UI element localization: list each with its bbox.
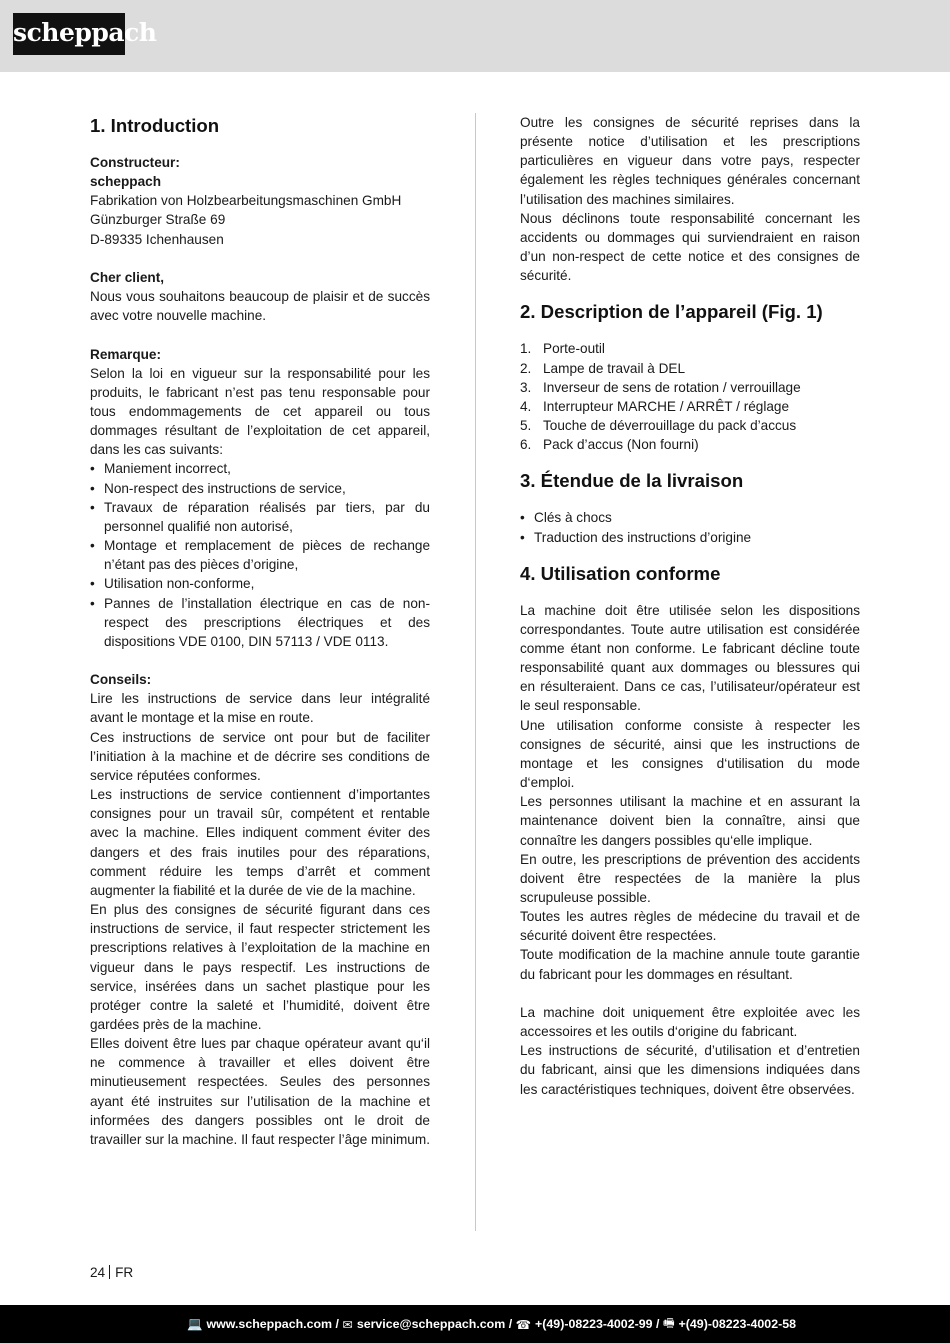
footer-fax: +(49)-08223-4002-58 [678, 1317, 796, 1331]
advice-paragraph: Elles doivent être lues par chaque opérateur avant qu‘il ne commence à travailler et elles doivent être minutieusement respectées. Seules des personnes ayant été instruites sur l’utilisation de la machine et informées des dangers possibles ont le droit de travailler sur la machine. Il faut respecter l’âge minimum. [90, 1036, 430, 1147]
scheppach-logo: scheppach [13, 13, 125, 55]
item-number: 2. [520, 360, 532, 376]
manufacturer-name: scheppach [90, 174, 162, 190]
page-number [90, 1265, 133, 1280]
note-label: Remarque: [90, 346, 162, 362]
item-number: 1. [520, 341, 532, 357]
section-title-usage: 4. Utilisation conforme [520, 562, 721, 584]
section-title-description: 2. Description de l’appareil (Fig. 1) [520, 301, 823, 323]
intro-paragraph: Nous déclinons toute responsabilité concernant les accidents ou dommages qui surviendraient en raison d’un non-respect de cette notice et des consignes de sécurité. [520, 210, 860, 284]
usage-paragraph: Les personnes utilisant la machine et en assurant la maintenance doivent bien la connaître, ainsi que connaître les dangers possibles qu‘elle implique. [520, 794, 860, 848]
page-number-value: 24 [90, 1265, 106, 1280]
item-number: 4. [520, 398, 532, 414]
list-item: • Non-respect des instructions de service, [90, 479, 430, 498]
usage-paragraph: Toute modification de la machine annule toute garantie du fabricant pour les dommages en résultant. [520, 947, 860, 982]
list-item [520, 397, 860, 416]
list-item [520, 416, 860, 435]
left-column [90, 113, 430, 1149]
item-text: Porte-outil [543, 341, 605, 357]
item-text: Lampe de travail à DEL [543, 360, 686, 376]
section-title-delivery: 3. Étendue de la livraison [520, 470, 744, 492]
advice-paragraph: En plus des consignes de sécurité figurant dans ces instructions de service, il faut respecter strictement les prescriptions relatives à l’exploitation de la machine en vigueur dans le pays respectif. Les instructions de service, insérées dans un sachet plastique pour les protéger contre la saleté et l’humidité, doivent être gardées près de la machine. [90, 902, 430, 1032]
right-column [520, 113, 860, 1099]
usage-paragraph: Les instructions de sécurité, d’utilisation et d’entretien du fabricant, ainsi que les dimensions indiquées dans les caractéristiques techniques, doivent être observées. [520, 1043, 860, 1097]
list-item [520, 378, 860, 397]
description-list [520, 339, 860, 454]
computer-icon: 💻 [187, 1316, 203, 1331]
item-number: 5. [520, 418, 532, 434]
manufacturer-line: Günzburger Straße 69 [90, 212, 226, 228]
list-item: • Travaux de réparation réalisés par tiers, par du personnel qualifié non autorisé, [90, 498, 430, 536]
footer-phone: +(49)-08223-4002-99 / [535, 1317, 660, 1331]
list-item: • Montage et remplacement de pièces de rechange n’étant pas des pièces d’origine, [90, 536, 430, 574]
footer-bar [0, 1305, 950, 1343]
item-text: Interrupteur MARCHE / ARRÊT / réglage [543, 398, 790, 414]
page-separator [109, 1265, 110, 1279]
header-bar [0, 0, 950, 72]
item-text: Pack d’accus (Non fourni) [543, 437, 699, 453]
phone-icon: ☎ [515, 1317, 532, 1332]
advice-paragraph: Ces instructions de service ont pour but de faciliter l’initiation à la machine et de décrire ses conditions de service réputées conformes. [90, 729, 430, 783]
mail-icon: ✉ [342, 1317, 353, 1332]
usage-paragraph: Toutes les autres règles de médecine du travail et de sécurité doivent être respectées. [520, 909, 860, 944]
manufacturer-line: D-89335 Ichenhausen [90, 231, 224, 247]
fax-icon: 🖷 [662, 1315, 675, 1330]
page-language: FR [115, 1265, 134, 1280]
note-bullet-list [90, 459, 430, 651]
list-item [520, 359, 860, 378]
list-item [520, 435, 860, 454]
delivery-list [520, 508, 860, 546]
usage-paragraph: La machine doit être utilisée selon les dispositions correspondantes. Toute autre utilisation est considérée comme étant non conforme. Le fabricant décline toute responsabilité quant aux dommages ou blessures qui en résulteraient. Dans ce cas, l’utilisateur/opérateur est le seul responsable. [520, 602, 860, 714]
list-item: • Maniement incorrect, [90, 459, 430, 478]
usage-paragraph: La machine doit uniquement être exploitée avec les accessoires et les outils d‘origine du fabricant. [520, 1004, 860, 1040]
note-text: Selon la loi en vigueur sur la responsabilité pour les produits, le fabricant n’est pas tenu responsable pour tous endommagements de cet appareil ou tous dommages résultant de l’exploitation de cet appareil, dans les cas suivants: [90, 365, 430, 458]
advice-paragraph: Lire les instructions de service dans leur intégralité avant le montage et la mise en route. [90, 691, 430, 726]
list-item [520, 339, 860, 358]
item-text: Touche de déverrouillage du pack d’accus [543, 418, 797, 434]
list-item: • Traduction des instructions d’origine [520, 528, 860, 547]
item-text: Inverseur de sens de rotation / verrouillage [543, 379, 801, 395]
advice-label: Conseils: [90, 672, 152, 688]
section-title-introduction: 1. Introduction [90, 115, 220, 136]
item-number: 3. [520, 379, 532, 395]
manufacturer-label: Constructeur: [90, 155, 180, 170]
usage-paragraph: Une utilisation conforme consiste à respecter les consignes de sécurité, ainsi que les instructions de montage et les consignes d‘utilisation du mode d‘emploi. [520, 717, 860, 791]
list-item: • Pannes de l’installation électrique en cas de non-respect des prescriptions électriques et des dispositions VDE 0100, DIN 57113 / VDE 0113. [90, 594, 430, 651]
column-divider [475, 113, 476, 1231]
footer-website[interactable]: www.scheppach.com / [206, 1317, 339, 1331]
advice-paragraph: Les instructions de service contiennent d’importantes consignes pour un travail sûr, compétent et rentable avec la machine. Elles indiquent comment éviter des dangers et des frais inutiles pour des réparations, comment réduire les temps d’arrêt et comment augmenter la fiabilité et la durée de vie de la machine. [90, 787, 430, 898]
list-item: • Clés à chocs [520, 508, 860, 527]
list-item: • Utilisation non-conforme, [90, 574, 430, 593]
usage-paragraph: En outre, les prescriptions de prévention des accidents doivent être respectées de la manière la plus scrupuleuse possible. [520, 851, 860, 905]
item-number: 6. [520, 437, 532, 453]
intro-paragraph: Outre les consignes de sécurité reprises dans la présente notice d’utilisation et les prescriptions particulières en vigueur dans votre pays, respecter également les règles techniques générales concernant l’utilisation des machines similaires. [520, 115, 860, 207]
customer-label: Cher client, [90, 269, 165, 285]
footer-email[interactable]: service@scheppach.com / [356, 1317, 513, 1331]
manufacturer-line: Fabrikation von Holzbearbeitungsmaschinen GmbH [90, 193, 402, 209]
customer-text: Nous vous souhaitons beaucoup de plaisir et de succès avec votre nouvelle machine. [90, 289, 430, 324]
